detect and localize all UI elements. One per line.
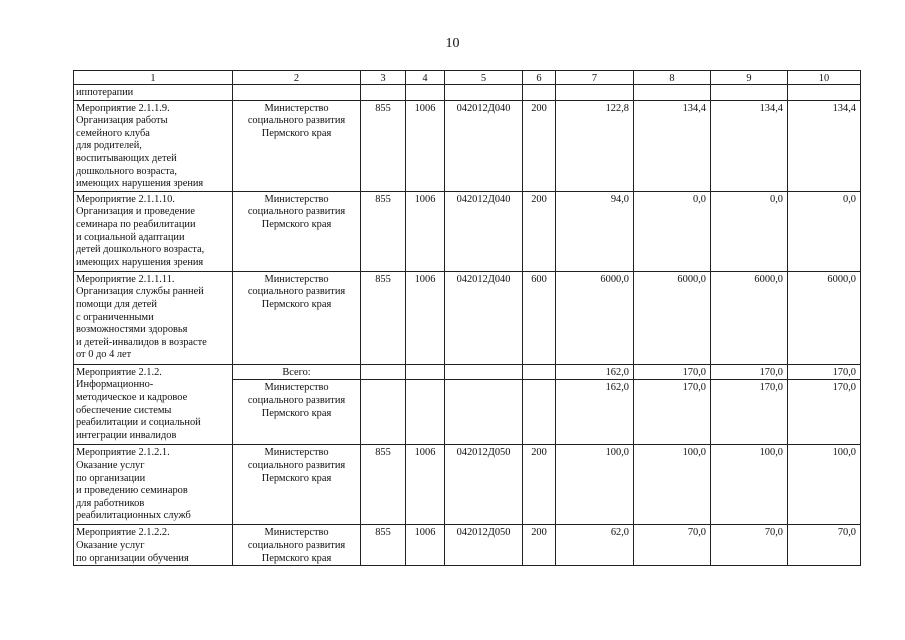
- group-total-row: [74, 364, 861, 380]
- activity-description: Мероприятие 2.1.1.11. Организация службы ранней помощи для детей с ограниченными возможностями здоровья и детей-инвалидов в возрасте от 0 до 4 лет: [74, 271, 233, 364]
- cell-col-5: 042012Д050: [445, 445, 523, 525]
- cell-col-9: 170,0: [711, 380, 788, 445]
- cell-col-5: 042012Д040: [445, 271, 523, 364]
- cell-col-8: 0,0: [634, 191, 711, 271]
- cell-col-8: 6000,0: [634, 271, 711, 364]
- responsible-ministry: Министерство социального развития Пермского края: [233, 525, 361, 566]
- responsible-ministry: Министерство социального развития Пермского края: [233, 191, 361, 271]
- cell-col-4: 1006: [406, 525, 445, 566]
- table-row: [74, 525, 861, 566]
- cell-col-6: 200: [523, 525, 556, 566]
- table-row: [74, 271, 861, 364]
- col-header-1: 1: [74, 71, 233, 85]
- cell-col-6: 600: [523, 271, 556, 364]
- col-header-4: 4: [406, 71, 445, 85]
- responsible-ministry: Министерство социального развития Пермского края: [233, 380, 361, 445]
- cell-col-7: 94,0: [556, 191, 634, 271]
- cell-col-4: 1006: [406, 271, 445, 364]
- cell-col-3: 855: [361, 445, 406, 525]
- cell-col-9: 134,4: [711, 100, 788, 191]
- responsible-ministry: Министерство социального развития Пермского края: [233, 100, 361, 191]
- cell-col-7: 6000,0: [556, 271, 634, 364]
- col-header-2: 2: [233, 71, 361, 85]
- cell-col-5: 042012Д040: [445, 191, 523, 271]
- col-header-8: 8: [634, 71, 711, 85]
- cell-col-10: 134,4: [788, 100, 861, 191]
- col-header-7: 7: [556, 71, 634, 85]
- activity-description: Мероприятие 2.1.2. Информационно- методическое и кадровое обеспечение системы реабилитации и социальной интеграции инвалидов: [74, 364, 233, 445]
- cell-col-3: 855: [361, 191, 406, 271]
- col-header-3: 3: [361, 71, 406, 85]
- page-number: 10: [445, 36, 460, 51]
- cell-col-8: 170,0: [634, 380, 711, 445]
- cell-col-9: 100,0: [711, 445, 788, 525]
- cell-col-9: 0,0: [711, 191, 788, 271]
- cell-col-10: 100,0: [788, 445, 861, 525]
- cell-col-7: 62,0: [556, 525, 634, 566]
- total-col-8: 170,0: [634, 364, 711, 380]
- table-row: [74, 191, 861, 271]
- cell-col-10: 6000,0: [788, 271, 861, 364]
- cell-col-4: 1006: [406, 191, 445, 271]
- cell-col-8: 134,4: [634, 100, 711, 191]
- cell-col-3: 855: [361, 525, 406, 566]
- cell-col-3: 855: [361, 100, 406, 191]
- cell-col-9: 6000,0: [711, 271, 788, 364]
- responsible-ministry: Министерство социального развития Пермского края: [233, 271, 361, 364]
- total-col-7: 162,0: [556, 364, 634, 380]
- responsible-ministry: Министерство социального развития Пермского края: [233, 445, 361, 525]
- activity-description: Мероприятие 2.1.2.1. Оказание услуг по организации и проведению семинаров для работников реабилитационных служб: [74, 445, 233, 525]
- cell-col-5: 042012Д050: [445, 525, 523, 566]
- cell-col-3: 855: [361, 271, 406, 364]
- cell-col-7: 122,8: [556, 100, 634, 191]
- budget-table: [73, 70, 861, 566]
- cell-col-4: 1006: [406, 445, 445, 525]
- cell-col-5: 042012Д040: [445, 100, 523, 191]
- activity-description: Мероприятие 2.1.1.10. Организация и проведение семинара по реабилитации и социальной адаптации детей дошкольного возраста, имеющих нарушения зрения: [74, 191, 233, 271]
- cell-col-9: 70,0: [711, 525, 788, 566]
- cell-col-6: 200: [523, 191, 556, 271]
- cell-col-10: 70,0: [788, 525, 861, 566]
- col-header-6: 6: [523, 71, 556, 85]
- col-header-10: 10: [788, 71, 861, 85]
- cell-col-7: 162,0: [556, 380, 634, 445]
- table-row: [74, 445, 861, 525]
- total-col-10: 170,0: [788, 364, 861, 380]
- continuation-text: иппотерапии: [74, 85, 233, 101]
- continuation-row: [74, 85, 861, 101]
- activity-description: Мероприятие 2.1.2.2. Оказание услуг по организации обучения: [74, 525, 233, 566]
- table-row: [74, 100, 861, 191]
- cell-col-10: 170,0: [788, 380, 861, 445]
- cell-col-10: 0,0: [788, 191, 861, 271]
- cell-col-8: 70,0: [634, 525, 711, 566]
- cell-col-6: 200: [523, 445, 556, 525]
- header-row: [74, 71, 861, 85]
- cell-col-7: 100,0: [556, 445, 634, 525]
- cell-col-6: 200: [523, 100, 556, 191]
- col-header-9: 9: [711, 71, 788, 85]
- col-header-5: 5: [445, 71, 523, 85]
- cell-col-8: 100,0: [634, 445, 711, 525]
- total-label: Всего:: [233, 364, 361, 380]
- activity-description: Мероприятие 2.1.1.9. Организация работы семейного клуба для родителей, воспитывающих детей дошкольного возраста, имеющих нарушения зрения: [74, 100, 233, 191]
- total-col-9: 170,0: [711, 364, 788, 380]
- cell-col-4: 1006: [406, 100, 445, 191]
